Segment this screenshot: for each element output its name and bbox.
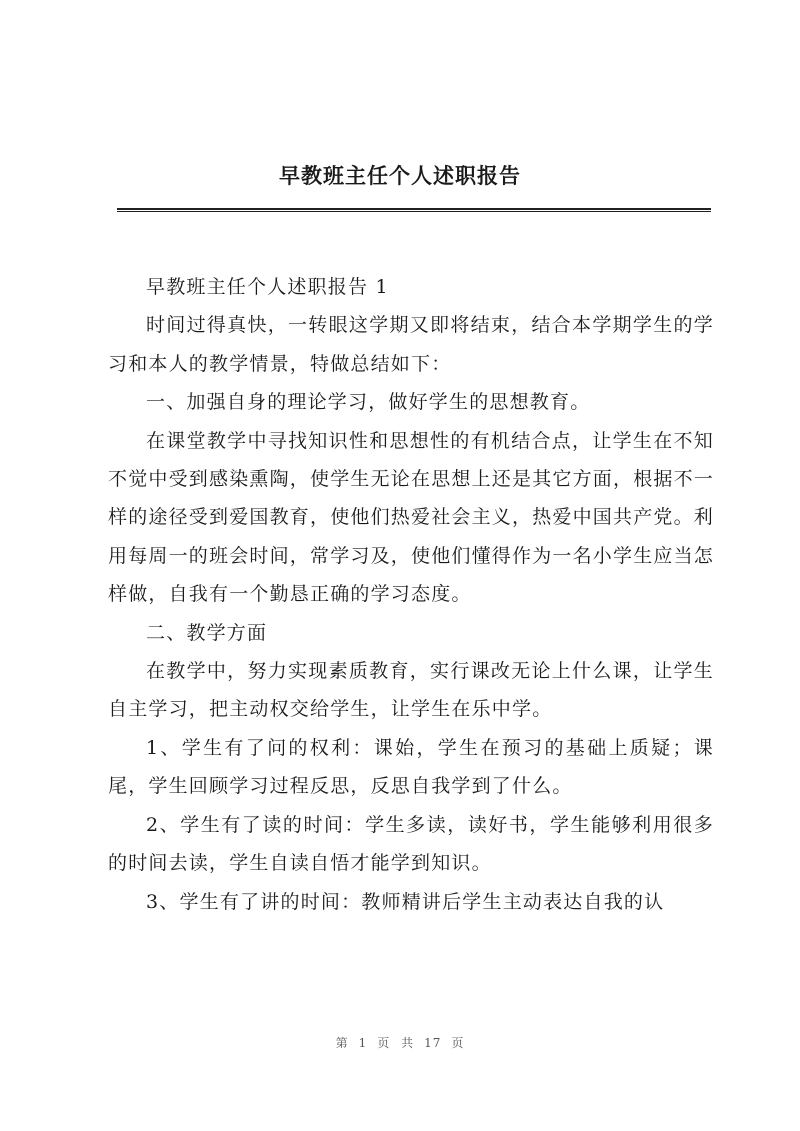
- footer-label-of: 页 共: [377, 1036, 415, 1050]
- footer-total-pages: 17: [424, 1036, 442, 1050]
- list-item-ask: 1、学生有了问的权利：课始，学生在预习的基础上质疑；课尾，学生回顾学习过程反思，反思自我学到了什么。: [108, 736, 714, 798]
- document-title: 早教班主任个人述职报告: [279, 163, 521, 188]
- paragraph-teaching: 在教学中，努力实现素质教育，实行课改无论上什么课，让学生自主学习，把主动权交给学生，让学生在乐中学。: [108, 660, 714, 721]
- title-divider: [117, 208, 711, 212]
- footer-current-page: 1: [358, 1036, 368, 1050]
- paragraph-intro: 时间过得真快，一转眼这学期又即将结束，结合本学期学生的学习和本人的教学情景，特做总结如下：: [108, 314, 714, 375]
- section-heading-teaching: 二、教学方面: [146, 621, 268, 644]
- page-footer: [0, 1034, 800, 1051]
- list-item-speak: 3、学生有了讲的时间：教师精讲后学生主动表达自我的认: [146, 890, 665, 913]
- section-heading-report-1: 早教班主任个人述职报告 1: [146, 276, 389, 298]
- footer-label-pages: 页: [451, 1036, 465, 1050]
- paragraph-moral-education: 在课堂教学中寻找知识性和思想性的有机结合点，让学生在不知不觉中受到感染熏陶，使学生无论在思想上还是其它方面，根据不一样的途径受到爱国教育，使他们热爱社会主义，热爱中国共产党。利用每周一的班会时间，常学习及，使他们懂得作为一名小学生应当怎样做，自我有一个勤恳正确的学习态度。: [108, 429, 715, 606]
- document-body: [108, 268, 714, 921]
- footer-label-page: 第: [335, 1036, 349, 1050]
- section-heading-theory: 一、加强自身的理论学习，做好学生的思想教育。: [146, 391, 591, 414]
- list-item-read: 2、学生有了读的时间：学生多读，读好书，学生能够利用很多的时间去读，学生自读自悟才能学到知识。: [108, 813, 714, 875]
